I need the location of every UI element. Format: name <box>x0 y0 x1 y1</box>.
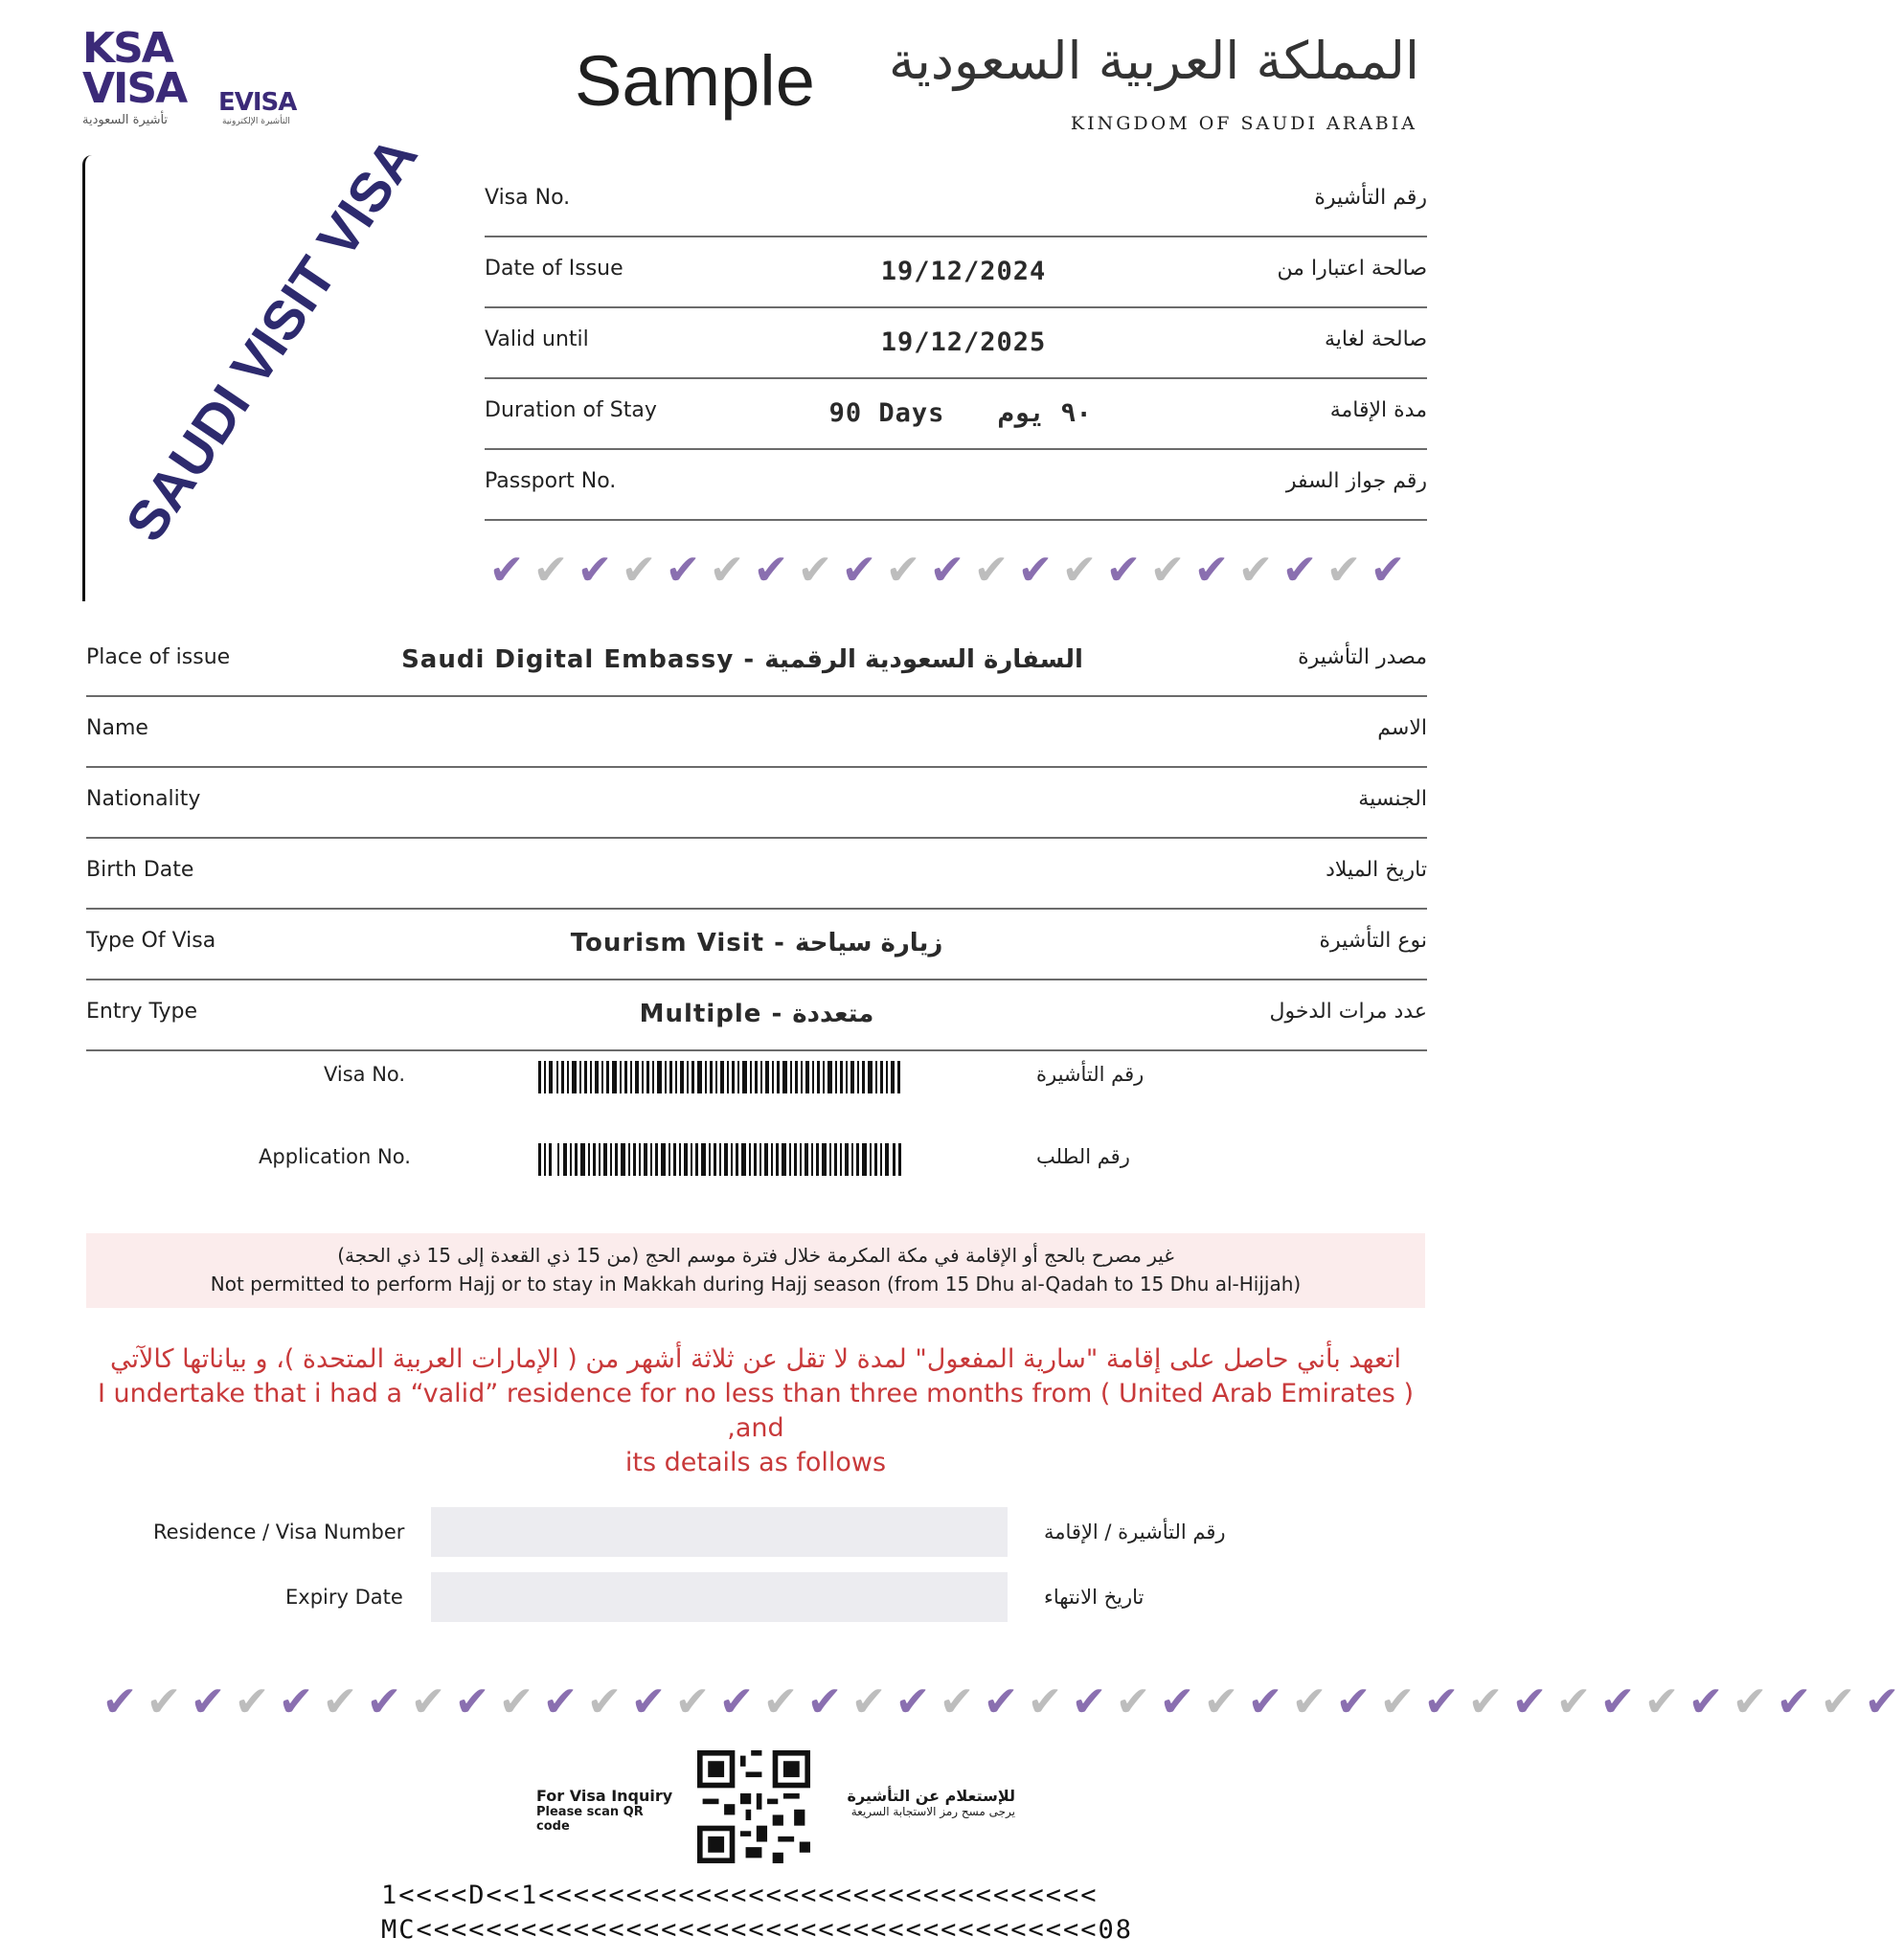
check-icon: ✔ <box>1864 1678 1900 1726</box>
hajj-notice <box>86 1233 1425 1308</box>
row-value: 19/12/2024 <box>880 257 1047 286</box>
check-icon: ✔ <box>1247 1678 1283 1726</box>
check-icon: ✔ <box>454 1678 490 1726</box>
inquiry-title-en: For Visa Inquiry <box>536 1787 673 1805</box>
row-label-en: Nationality <box>86 787 201 811</box>
check-icon: ✔ <box>753 546 789 595</box>
row-valid-until <box>485 306 1427 379</box>
visa-barcode <box>538 1061 902 1093</box>
expiry-date-label-en: Expiry Date <box>285 1586 403 1609</box>
inquiry-sub-en: Please scan QR code <box>536 1805 644 1834</box>
inquiry-english <box>536 1787 680 1834</box>
check-icon: ✔ <box>234 1678 270 1726</box>
row-label-en: Type Of Visa <box>86 929 216 953</box>
check-icon: ✔ <box>1027 1678 1063 1726</box>
inquiry-arabic <box>824 1787 1015 1818</box>
check-icon: ✔ <box>1511 1678 1548 1726</box>
row-passport-no <box>485 448 1427 521</box>
row-entry-type <box>86 979 1427 1051</box>
check-icon: ✔ <box>762 1678 799 1726</box>
check-icon: ✔ <box>1379 1678 1416 1726</box>
check-icon: ✔ <box>542 1678 578 1726</box>
mrz-line-2: MC<<<<<<<<<<<<<<<<<<<<<<<<<<<<<<<<<<<<<<<08 <box>381 1915 1133 1945</box>
check-icon: ✔ <box>1159 1678 1195 1726</box>
row-type-of-visa <box>86 908 1427 980</box>
check-icon: ✔ <box>1776 1678 1812 1726</box>
barcode-visa-label-en: Visa No. <box>324 1063 406 1086</box>
check-icon: ✔ <box>1017 546 1054 595</box>
row-label-en: Entry Type <box>86 1000 198 1024</box>
row-label-en: Valid until <box>485 327 589 351</box>
residence-number-field <box>431 1507 1008 1557</box>
check-icon: ✔ <box>1115 1678 1151 1726</box>
expiry-date-field <box>431 1572 1008 1622</box>
check-icon: ✔ <box>410 1678 446 1726</box>
check-icon: ✔ <box>488 546 525 595</box>
row-label-en: Place of issue <box>86 645 231 669</box>
check-icon: ✔ <box>1326 546 1362 595</box>
check-icon: ✔ <box>1291 1678 1327 1726</box>
ksa-visa-logo <box>82 24 226 134</box>
check-icon: ✔ <box>102 1678 138 1726</box>
residence-number-label-en: Residence / Visa Number <box>153 1521 405 1543</box>
hajj-notice-arabic: غير مصرح بالحج أو الإقامة في مكة المكرمة خلال فترة موسم الحج (من 15 ذي القعدة إلى 15 ذي الحجة) <box>337 1244 1174 1267</box>
check-icon: ✔ <box>709 546 745 595</box>
check-icon: ✔ <box>630 1678 667 1726</box>
row-label-en: Birth Date <box>86 858 194 882</box>
check-icon: ✔ <box>1555 1678 1592 1726</box>
row-value-arabic: ٩٠ يوم <box>998 398 1092 428</box>
pledge-english-line1: I undertake that i had a “valid” residence for no less than three months from ( United Arab Emirates ) ,and <box>97 1379 1414 1443</box>
row-label-ar: الجنسية <box>1358 787 1427 811</box>
check-icon: ✔ <box>146 1678 182 1726</box>
check-icon: ✔ <box>665 546 701 595</box>
row-duration-of-stay <box>485 377 1427 450</box>
check-icon: ✔ <box>674 1678 711 1726</box>
check-icon: ✔ <box>577 546 613 595</box>
row-label-ar: مصدر التأشيرة <box>1298 645 1427 669</box>
row-label-en: Passport No. <box>485 469 617 493</box>
check-icon: ✔ <box>1237 546 1274 595</box>
hajj-notice-english: Not permitted to perform Hajj or to stay in Makkah during Hajj season (from 15 Dhu al-Qadah to 15 Dhu al-Hijjah) <box>210 1273 1302 1295</box>
check-icon: ✔ <box>1061 546 1098 595</box>
logo-line2: VISA <box>82 64 187 113</box>
check-icon: ✔ <box>1643 1678 1680 1726</box>
check-icon: ✔ <box>1071 1678 1107 1726</box>
visit-visa-stamp: SAUDI VISIT VISA <box>113 125 430 552</box>
mrz-line-1: 1<<<<D<<1<<<<<<<<<<<<<<<<<<<<<<<<<<<<<<<< <box>381 1881 1099 1910</box>
check-icon: ✔ <box>1732 1678 1768 1726</box>
residence-pledge <box>86 1342 1425 1480</box>
kingdom-english-title: KINGDOM OF SAUDI ARABIA <box>1070 113 1417 134</box>
row-label-ar: رقم جواز السفر <box>1285 469 1427 493</box>
check-icon: ✔ <box>895 1678 931 1726</box>
row-value: 19/12/2025 <box>880 327 1047 357</box>
row-value: Saudi Digital Embassy - السفارة السعودية الرقمية <box>401 645 1083 674</box>
logo-sub: تأشيرة السعودية <box>82 113 169 127</box>
row-value: Multiple - متعددة <box>639 1000 874 1028</box>
check-icon: ✔ <box>190 1678 226 1726</box>
inquiry-title-ar: للإستعلام عن التأشيرة <box>847 1787 1015 1805</box>
row-label-ar: رقم التأشيرة <box>1314 186 1427 210</box>
row-label-ar: عدد مرات الدخول <box>1269 1000 1427 1024</box>
security-tick-strip-bottom <box>98 1678 1904 1726</box>
row-place-of-issue <box>86 624 1427 697</box>
check-icon: ✔ <box>1370 546 1406 595</box>
row-label-ar: الاسم <box>1377 716 1427 740</box>
row-label-ar: نوع التأشيرة <box>1319 929 1427 953</box>
check-icon: ✔ <box>841 546 877 595</box>
check-icon: ✔ <box>1105 546 1142 595</box>
check-icon: ✔ <box>533 546 569 595</box>
check-icon: ✔ <box>983 1678 1019 1726</box>
check-icon: ✔ <box>1335 1678 1371 1726</box>
security-tick-strip-top <box>485 546 1410 595</box>
inquiry-sub-ar: يرجى مسح رمز الاستجابة السريعة <box>850 1805 1015 1818</box>
row-visa-no <box>485 165 1427 237</box>
check-icon: ✔ <box>806 1678 843 1726</box>
row-label-en: Visa No. <box>485 186 571 210</box>
check-icon: ✔ <box>1599 1678 1636 1726</box>
row-birth-date <box>86 837 1427 910</box>
check-icon: ✔ <box>797 546 833 595</box>
row-label-en: Name <box>86 716 148 740</box>
evisa-logo: EVISA <box>218 88 297 117</box>
check-icon: ✔ <box>498 1678 534 1726</box>
check-icon: ✔ <box>1820 1678 1856 1726</box>
row-value: Tourism Visit - زيارة سياحة <box>570 929 943 957</box>
check-icon: ✔ <box>939 1678 975 1726</box>
check-icon: ✔ <box>1203 1678 1239 1726</box>
row-label-en: Date of Issue <box>485 257 623 281</box>
check-icon: ✔ <box>322 1678 358 1726</box>
barcode-visa-label-ar: رقم التأشيرة <box>1036 1063 1145 1086</box>
logo-line1: KSA <box>82 24 172 73</box>
row-label-en: Duration of Stay <box>485 398 657 422</box>
pledge-arabic: اتعهد بأني حاصل على إقامة "سارية المفعول" لمدة لا تقل عن ثلاثة أشهر من ( الإمارات العربية المتحدة )، و بياناتها كالآتي <box>109 1344 1401 1374</box>
residence-number-label-ar: رقم التأشيرة / الإقامة <box>1044 1521 1226 1543</box>
check-icon: ✔ <box>973 546 1009 595</box>
sample-title: Sample <box>575 41 815 121</box>
row-nationality <box>86 766 1427 839</box>
evisa-sub: التأشيرة الإلكترونية <box>222 117 290 126</box>
check-icon: ✔ <box>1467 1678 1504 1726</box>
check-icon: ✔ <box>1281 546 1318 595</box>
row-label-ar: صالحة لغاية <box>1324 327 1427 351</box>
pledge-english-line2: its details as follows <box>624 1448 887 1477</box>
kingdom-arabic-title: المملكة العربية السعودية <box>888 31 1419 91</box>
barcode-application-label-ar: رقم الطلب <box>1036 1145 1130 1168</box>
barcode-application-label-en: Application No. <box>259 1145 411 1168</box>
check-icon: ✔ <box>929 546 965 595</box>
check-icon: ✔ <box>885 546 921 595</box>
expiry-date-label-ar: تاريخ الانتهاء <box>1044 1586 1145 1609</box>
row-name <box>86 695 1427 768</box>
check-icon: ✔ <box>1423 1678 1460 1726</box>
check-icon: ✔ <box>1149 546 1186 595</box>
check-icon: ✔ <box>1193 546 1230 595</box>
check-icon: ✔ <box>1688 1678 1724 1726</box>
visa-inquiry-qr-code[interactable] <box>697 1750 810 1863</box>
check-icon: ✔ <box>366 1678 402 1726</box>
check-icon: ✔ <box>278 1678 314 1726</box>
check-icon: ✔ <box>586 1678 623 1726</box>
check-icon: ✔ <box>718 1678 755 1726</box>
row-label-ar: تاريخ الميلاد <box>1326 858 1427 882</box>
row-label-ar: مدة الإقامة <box>1329 398 1427 422</box>
row-label-ar: صالحة اعتبارا من <box>1277 257 1427 281</box>
row-date-of-issue <box>485 236 1427 308</box>
row-value: 90 Days <box>828 398 945 428</box>
check-icon: ✔ <box>621 546 657 595</box>
check-icon: ✔ <box>850 1678 887 1726</box>
application-barcode <box>538 1143 902 1176</box>
